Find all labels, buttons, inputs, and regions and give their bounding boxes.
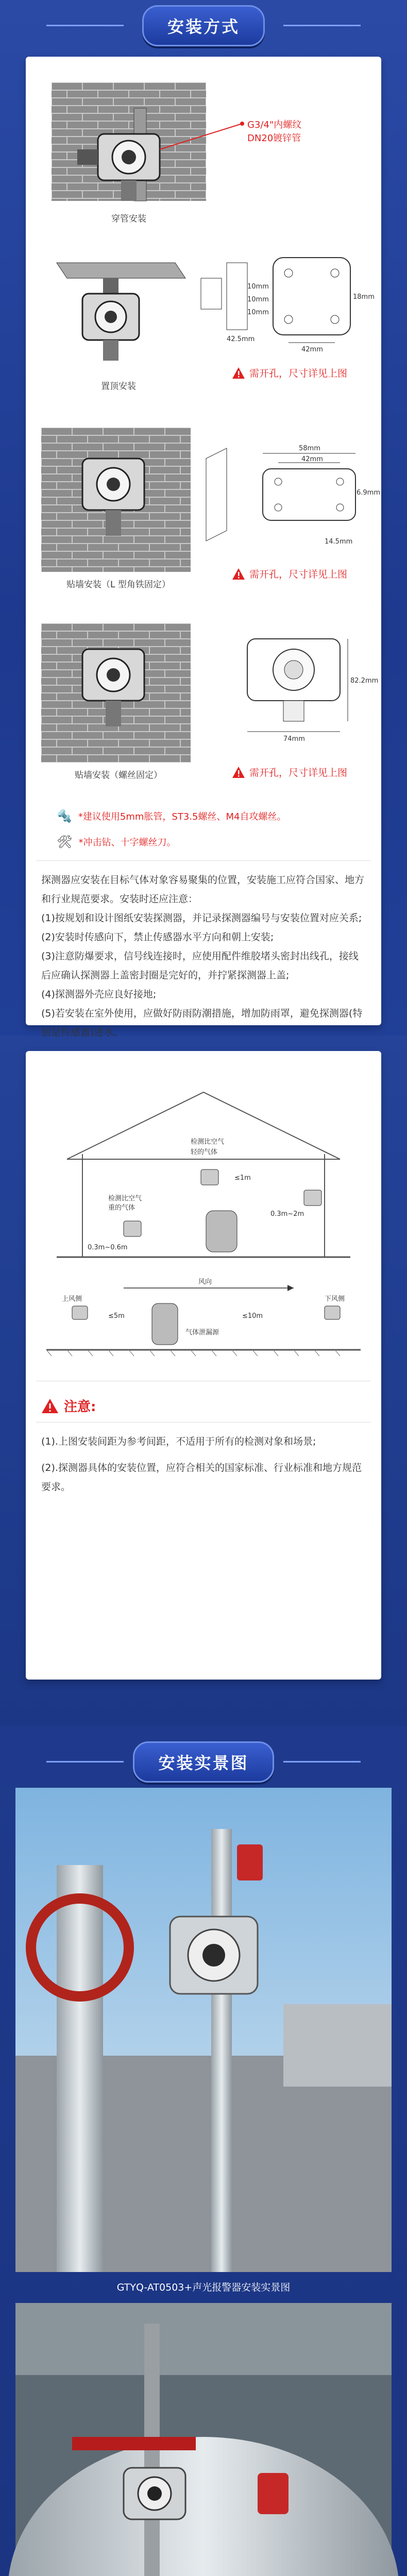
diagram-dist-d1: ≤1m: [234, 1174, 251, 1182]
brick-wall-illustration: [41, 428, 191, 572]
wall-bolt-note-text: 需开孔，尺寸详见上图: [249, 767, 348, 778]
ceiling-dim-width: 42mm: [301, 346, 323, 353]
ceiling-dim-offset: 42.5mm: [227, 335, 255, 343]
pipe-callout-line2: DN20镀锌管: [247, 133, 301, 144]
diagram-dist-d4: ≤5m: [108, 1312, 125, 1320]
diagram-downwind: 下风侧: [325, 1295, 345, 1303]
attention-list: [41, 1432, 366, 1497]
tip-tools-text: *冲击钻、十字螺丝刀。: [78, 837, 176, 848]
title-decoration-left: [46, 1761, 124, 1762]
ceiling-dim-side: 18mm: [353, 293, 375, 301]
install-methods-card: [26, 57, 381, 1038]
wall-L-dim-hole: 6.9mm: [357, 489, 381, 497]
instruction-item: (4)探测器外壳应良好接地;: [41, 989, 157, 1000]
instructions-intro: 探测器应安装在目标气体对象容易聚集的位置，安装施工应符合国家、地方和行业规范要求。安装时还应注意：: [41, 874, 365, 905]
wall-bolt-note: [232, 765, 347, 779]
tip-tools: [57, 835, 176, 849]
wall-L-note-text: 需开孔，尺寸详见上图: [249, 569, 348, 580]
brick-wall-illustration: [41, 623, 191, 762]
section-title-install: [0, 5, 407, 46]
installation-diagram-card: [26, 1051, 381, 1680]
detector-pipe-mount-illustration: [67, 103, 355, 222]
diagram-gas-heavier-l1: 检测比空气: [108, 1195, 142, 1202]
tip-screws-text: *建议使用5mm胀管，ST3.5螺丝、M4自攻螺丝。: [78, 811, 286, 822]
diagram-dist-d3: 0.3m~0.6m: [88, 1244, 128, 1251]
title-decoration-right: [283, 1761, 361, 1762]
section-title-photos: [0, 1741, 407, 1783]
instruction-item: (5)若安装在室外使用，应做好防雨防潮措施，增加防雨罩，避免探测器(特别是传感器)进水。: [41, 1008, 363, 1038]
ceiling-dim-h2: 10mm: [247, 309, 269, 316]
warning-icon: [232, 766, 245, 778]
section-title-install-text: 安装方式: [142, 5, 265, 46]
diagram-dist-d2: 0.3m~2m: [270, 1210, 304, 1218]
wall-bolt-dim-width: 74mm: [283, 735, 305, 743]
ceiling-mount-illustration: [46, 237, 191, 381]
wall-L-install-label: 贴墙安装（L 型角铁固定）: [66, 580, 171, 590]
diagram-dist-d5: ≤10m: [242, 1312, 263, 1320]
pipe-install-label: 穿管安装: [111, 214, 146, 224]
wall-L-note: [232, 567, 347, 581]
install-instructions: [41, 871, 366, 1042]
wall-L-dim-height: 14.5mm: [325, 538, 353, 546]
instruction-item: (3)注意防爆要求，信号线连接时，应使用配件维胶堵头密封出线孔，接线后应确认探测器上盖密封圈是完好的，并拧紧探测器上盖;: [41, 951, 359, 981]
install-photo-2: [15, 2303, 392, 2576]
diagram-gas-lighter-l1: 检测比空气: [191, 1138, 225, 1146]
wall-L-dim-width2: 42mm: [301, 455, 323, 463]
ceiling-dim-hole: 10mm: [247, 283, 269, 291]
attention-title: 注意:: [64, 1399, 96, 1415]
wall-L-dimension-drawing: [196, 438, 381, 556]
photo-1-caption: GTYQ-AT0503+声光报警器安装实景图: [116, 2282, 291, 2293]
title-decoration-left: [46, 25, 124, 26]
pipe-callout-line1: G3/4"内螺纹: [247, 120, 302, 130]
wall-bolt-install-label: 贴墙安装（螺丝固定）: [75, 770, 162, 781]
diagram-gas-heavier-l2: 重的气体: [108, 1204, 135, 1212]
attention-heading: [41, 1396, 96, 1415]
pipe-callout: [247, 118, 301, 145]
ceiling-install-label: 置顶安装: [101, 381, 136, 392]
instruction-item: (1)按规划和设计图纸安装探测器，并记录探测器编号与安装位置对应关系;: [41, 912, 362, 924]
wall-bolt-dim-height: 82.2mm: [350, 677, 379, 685]
diagram-upwind: 上风侧: [62, 1295, 82, 1303]
diagram-gas-lighter-l2: 轻的气体: [191, 1148, 218, 1156]
diagram-wind: 风向: [198, 1278, 212, 1286]
attention-item: (2).探测器具体的安装位置，应符合相关的国家标准、行业标准和地方规范要求。: [41, 1462, 362, 1493]
tip-screws: [57, 809, 286, 823]
photo-industrial-site: [15, 1788, 392, 2272]
wall-bolt-dimension-drawing: [216, 623, 379, 757]
diagram-leak-source: 气体泄漏源: [185, 1329, 219, 1336]
section-title-photos-text: 安装实景图: [133, 1741, 274, 1783]
tools-icon: 🛠: [57, 835, 73, 849]
title-decoration-right: [283, 25, 361, 26]
ceiling-dimension-drawing: [196, 252, 375, 355]
warning-icon: [41, 1398, 59, 1414]
instruction-item: (2)安装时传感向下，禁止传感器水平方向和朝上安装;: [41, 931, 274, 943]
wall-L-dim-width1: 58mm: [299, 445, 320, 452]
warning-icon: [232, 568, 245, 580]
ceiling-note-text: 需开孔，尺寸详见上图: [249, 368, 348, 379]
warning-icon: [232, 367, 245, 379]
screw-icon: 🔩: [57, 809, 72, 823]
attention-item: (1).上图安装间距为参考间距，不适用于所有的检测对象和场景;: [41, 1436, 316, 1447]
photo-tank-installation: [15, 2303, 392, 2576]
ceiling-dim-h1: 10mm: [247, 296, 269, 303]
install-photo-1: [15, 1788, 392, 2272]
divider: [36, 860, 371, 861]
placement-diagram: [36, 1072, 371, 1365]
ceiling-note: [232, 366, 347, 380]
